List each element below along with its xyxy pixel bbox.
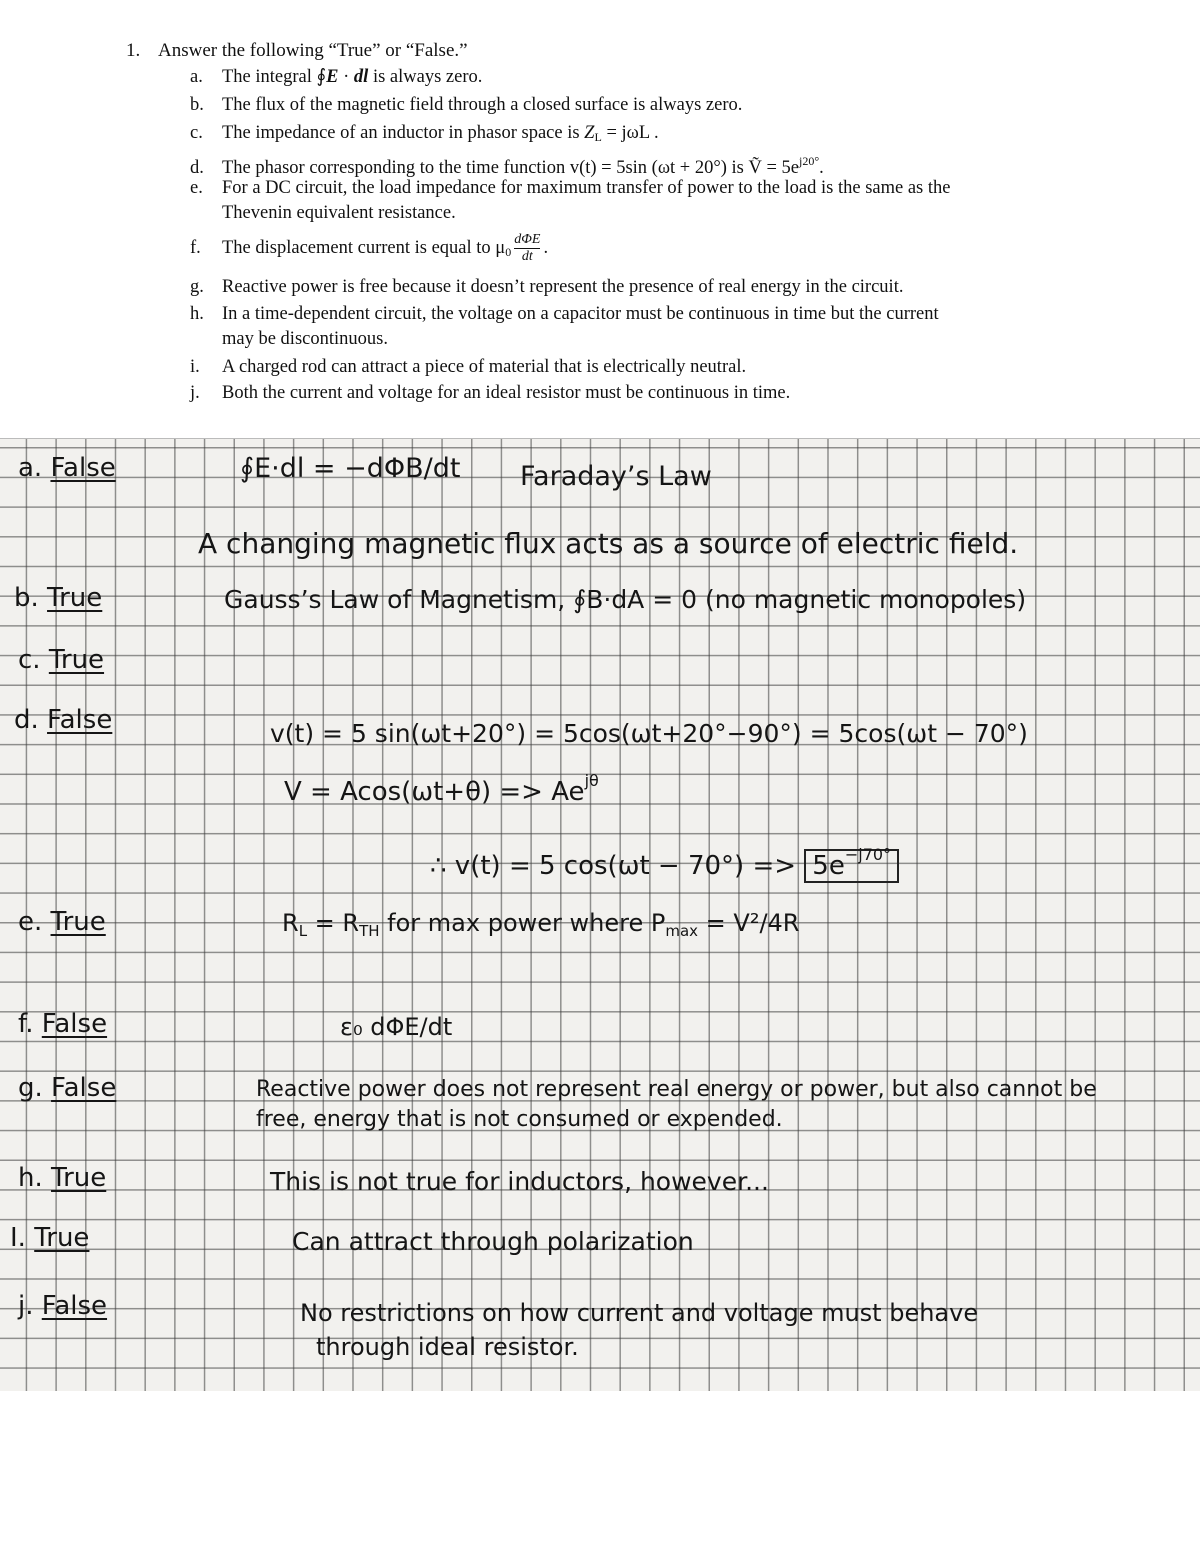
note-a-law: Faraday’s Law bbox=[520, 461, 712, 492]
note-j-line2: through ideal resistor. bbox=[316, 1333, 579, 1361]
boxed-answer: $5e^{-j70^\circ}$ bbox=[804, 849, 899, 883]
note-f-text: ε₀ dΦE/dt bbox=[340, 1013, 453, 1041]
printed-question bbox=[0, 0, 1200, 430]
answer-a: a. False bbox=[18, 453, 116, 483]
note-b-text: Gauss’s Law of Magnetism, ∮B·dA = 0 (no magnetic monopoles) bbox=[224, 585, 1027, 614]
answer-c: c. True bbox=[18, 645, 105, 675]
note-a-text: A changing magnetic flux acts as a source of electric field. bbox=[198, 527, 1019, 560]
answer-h: h. True bbox=[18, 1163, 107, 1193]
question-prompt: Answer the following “True” or “False.” bbox=[158, 40, 468, 61]
note-g-line2: free, energy that is not consumed or expended. bbox=[256, 1107, 783, 1132]
question-item-h: h. In a time-dependent circuit, the voltage on a capacitor must be continuous in time but the current may be discontinuous. bbox=[190, 304, 939, 349]
answer-j: j. False bbox=[18, 1291, 108, 1321]
answer-g: g. False bbox=[18, 1073, 117, 1103]
handwritten-answer-sheet bbox=[0, 438, 1200, 1391]
fraction: $\frac{\text{dΦE}}{dt}$ bbox=[514, 232, 541, 264]
answer-d: d. False bbox=[14, 705, 113, 735]
note-i-text: Can attract through polarization bbox=[292, 1227, 694, 1256]
note-g-line1: Reactive power does not represent real energy or power, but also cannot be bbox=[256, 1077, 1097, 1102]
answer-f: f. False bbox=[18, 1009, 108, 1039]
question-title bbox=[126, 40, 468, 62]
answer-b: b. True bbox=[14, 583, 103, 613]
answer-e: e. True bbox=[18, 907, 106, 937]
question-item-g: g. Reactive power is free because it doesn’t represent the presence of real energy in the circuit. bbox=[190, 277, 904, 297]
question-item-d: d. The phasor corresponding to the time function v(t) = 5sin (ωt + 20°) is Ṽ = $5e^{j20^\circ}$. bbox=[190, 154, 824, 178]
question-item-a: a. The integral ∮E · dl is always zero. bbox=[190, 67, 483, 87]
question-item-i: i. A charged rod can attract a piece of material that is electrically neutral. bbox=[190, 357, 747, 377]
note-a-equation: ∮E·dl = −dΦB/dt bbox=[240, 453, 461, 484]
note-j-line1: No restrictions on how current and voltage must behave bbox=[300, 1299, 979, 1327]
note-e-text: $R_L = R_{TH}$ for max power where $P_{max} = V^2/4R$ bbox=[282, 909, 800, 940]
question-item-f: f. The displacement current is equal to $\mu_0$ $\frac{\text{dΦE}}{dt}$ . bbox=[190, 232, 549, 264]
note-d-line1: v(t) = 5 sin(ωt+20°) = 5cos(ωt+20°−90°) = 5cos(ωt − 70°) bbox=[270, 719, 1028, 748]
question-item-j: j. Both the current and voltage for an ideal resistor must be continuous in time. bbox=[190, 383, 791, 403]
note-d-line2: $V = Acos(\omega t+\theta) => Ae^{j\theta}$ bbox=[284, 771, 599, 807]
question-item-b: b. The flux of the magnetic field through a closed surface is always zero. bbox=[190, 95, 743, 115]
question-number: 1. bbox=[126, 40, 141, 61]
question-item-c: c. The impedance of an inductor in phasor space is $Z_L = j\omega L$ . bbox=[190, 123, 659, 144]
answer-i: I. True bbox=[10, 1223, 90, 1253]
note-h-text: This is not true for inductors, however... bbox=[270, 1167, 769, 1196]
question-item-e: e. For a DC circuit, the load impedance for maximum transfer of power to the load is the same as the Thevenin equivalent resistance. bbox=[190, 178, 951, 223]
note-d-line3: ∴ v(t) = 5 $\cos(\omega t - 70^\circ) => 5e^{-j70^\circ}$ bbox=[430, 845, 899, 881]
